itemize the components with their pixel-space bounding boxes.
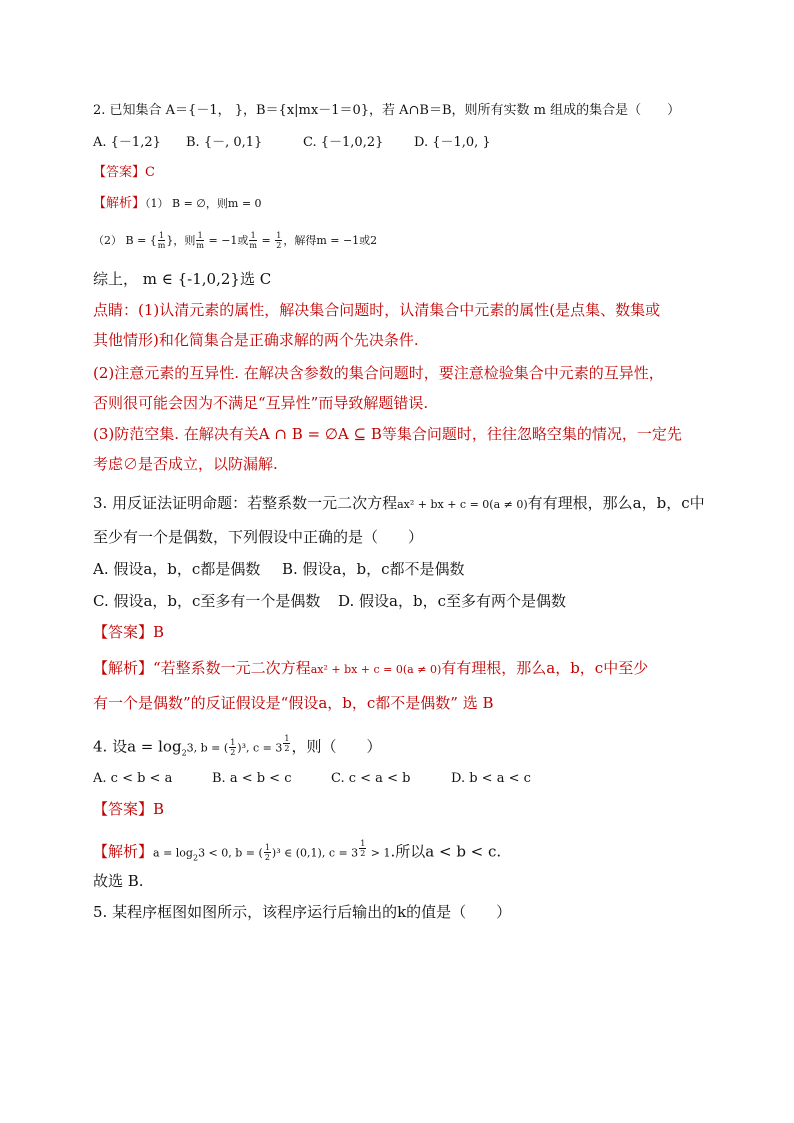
q2-summary: 综上， m ∈ {-1,0,2}选 C xyxy=(93,270,272,288)
answer-label: 【答案】 xyxy=(93,165,146,180)
q4-option-c: C. c < a < b xyxy=(331,771,411,786)
q3-answer: 【答案】B xyxy=(93,623,165,641)
q2-stem: 2. 已知集合 A＝{－1， }，B＝{x|mx－1＝0}，若 A∩B＝B，则所有实数 m 组成的集合是（ ） xyxy=(93,103,681,118)
q2-tip-line5: (3)防范空集. 在解决有关A ∩ B = ∅A ⊆ B等集合问题时，往往忽略空集的情况，一定先 xyxy=(93,425,682,443)
q2-analysis-line2: （2） B = { $\frac{1}{m}$ }，则 $\frac{1}{m}$ = −1或 $\frac{1}{m}$ = $\frac{1}{2}$ ，解得m = −1或2 xyxy=(93,231,378,250)
q2-answer xyxy=(93,166,155,179)
q4-option-a: A. c < b < a xyxy=(93,771,173,786)
q2-options xyxy=(93,136,693,149)
q3-analysis-line1: 【解析】“若整系数一元二次方程ax² + bx + c = 0(a ≠ 0)有有理根，那么a，b，c中至少 xyxy=(93,659,649,677)
q4-option-d: D. b < a < c xyxy=(451,771,531,786)
q2-tip-line6: 考虑∅是否成立，以防漏解. xyxy=(93,455,278,473)
q3-stem-line1: 3. 用反证法证明命题：若整系数一元二次方程ax² + bx + c = 0(a ≠ 0)有有理根，那么a，b，c中 xyxy=(93,494,705,512)
q4-options xyxy=(93,772,531,785)
q2-tip-line1: 点睛：(1)认清元素的属性，解决集合问题时，认清集合中元素的属性(是点集、数集或 xyxy=(93,301,661,319)
q2-option-b: B. {－, 0,1} xyxy=(186,135,263,150)
q2-option-c: C. {－1,0,2} xyxy=(303,135,384,150)
q4-analysis: 【解析】$a = \log_23 < 0$, b = ( $\frac{1}{2}$ )³ ∈ (0,1), c = 3 $^{\frac{1}{2}}$ > 1.所以a < b < c. xyxy=(93,839,502,863)
q3-options-row1 xyxy=(93,562,465,577)
q4-option-b: B. a < b < c xyxy=(212,771,292,786)
q2-tip-line2: 其他情形)和化简集合是正确求解的两个先决条件. xyxy=(93,331,419,349)
q3-option-b: B. 假设a，b，c都不是偶数 xyxy=(282,560,465,578)
q2-option-a: A. {－1,2} xyxy=(93,135,161,150)
q4-answer: 【答案】B xyxy=(93,800,165,818)
analysis-label: 【解析】 xyxy=(93,196,146,211)
q4-conclusion: 故选 B. xyxy=(93,872,144,890)
q3-option-d: D. 假设a，b，c至多有两个是偶数 xyxy=(338,592,566,610)
q2-tip-line3: (2)注意元素的互异性. 在解决含参数的集合问题时，要注意检验集合中元素的互异性， xyxy=(93,364,664,382)
q3-options-row2 xyxy=(93,594,566,609)
q2-tip-line4: 否则很可能会因为不满足“互异性”而导致解题错误. xyxy=(93,394,429,412)
q3-option-a: A. 假设a，b，c都是偶数 xyxy=(93,560,261,578)
q2-analysis-line1: 【解析】（1） B = ∅，则m = 0 xyxy=(93,196,262,211)
q4-stem: 4. 设$a = \log_23$, b = ( $\frac{1}{2}$ )³, c = 3 $^{\frac{1}{2}}$ ，则（ ） xyxy=(93,734,382,758)
answer-value: C xyxy=(145,165,155,180)
q3-analysis-line2: 有一个是偶数”的反证假设是“假设a，b，c都不是偶数” 选 B xyxy=(93,694,494,712)
q5-stem: 5. 某程序框图如图所示，该程序运行后输出的k的值是（ ） xyxy=(93,903,512,921)
q3-option-c: C. 假设a，b，c至多有一个是偶数 xyxy=(93,592,321,610)
q2-option-d: D. {－1,0, } xyxy=(414,135,491,150)
q3-stem-line2: 至少有一个是偶数，下列假设中正确的是（ ） xyxy=(93,528,424,546)
